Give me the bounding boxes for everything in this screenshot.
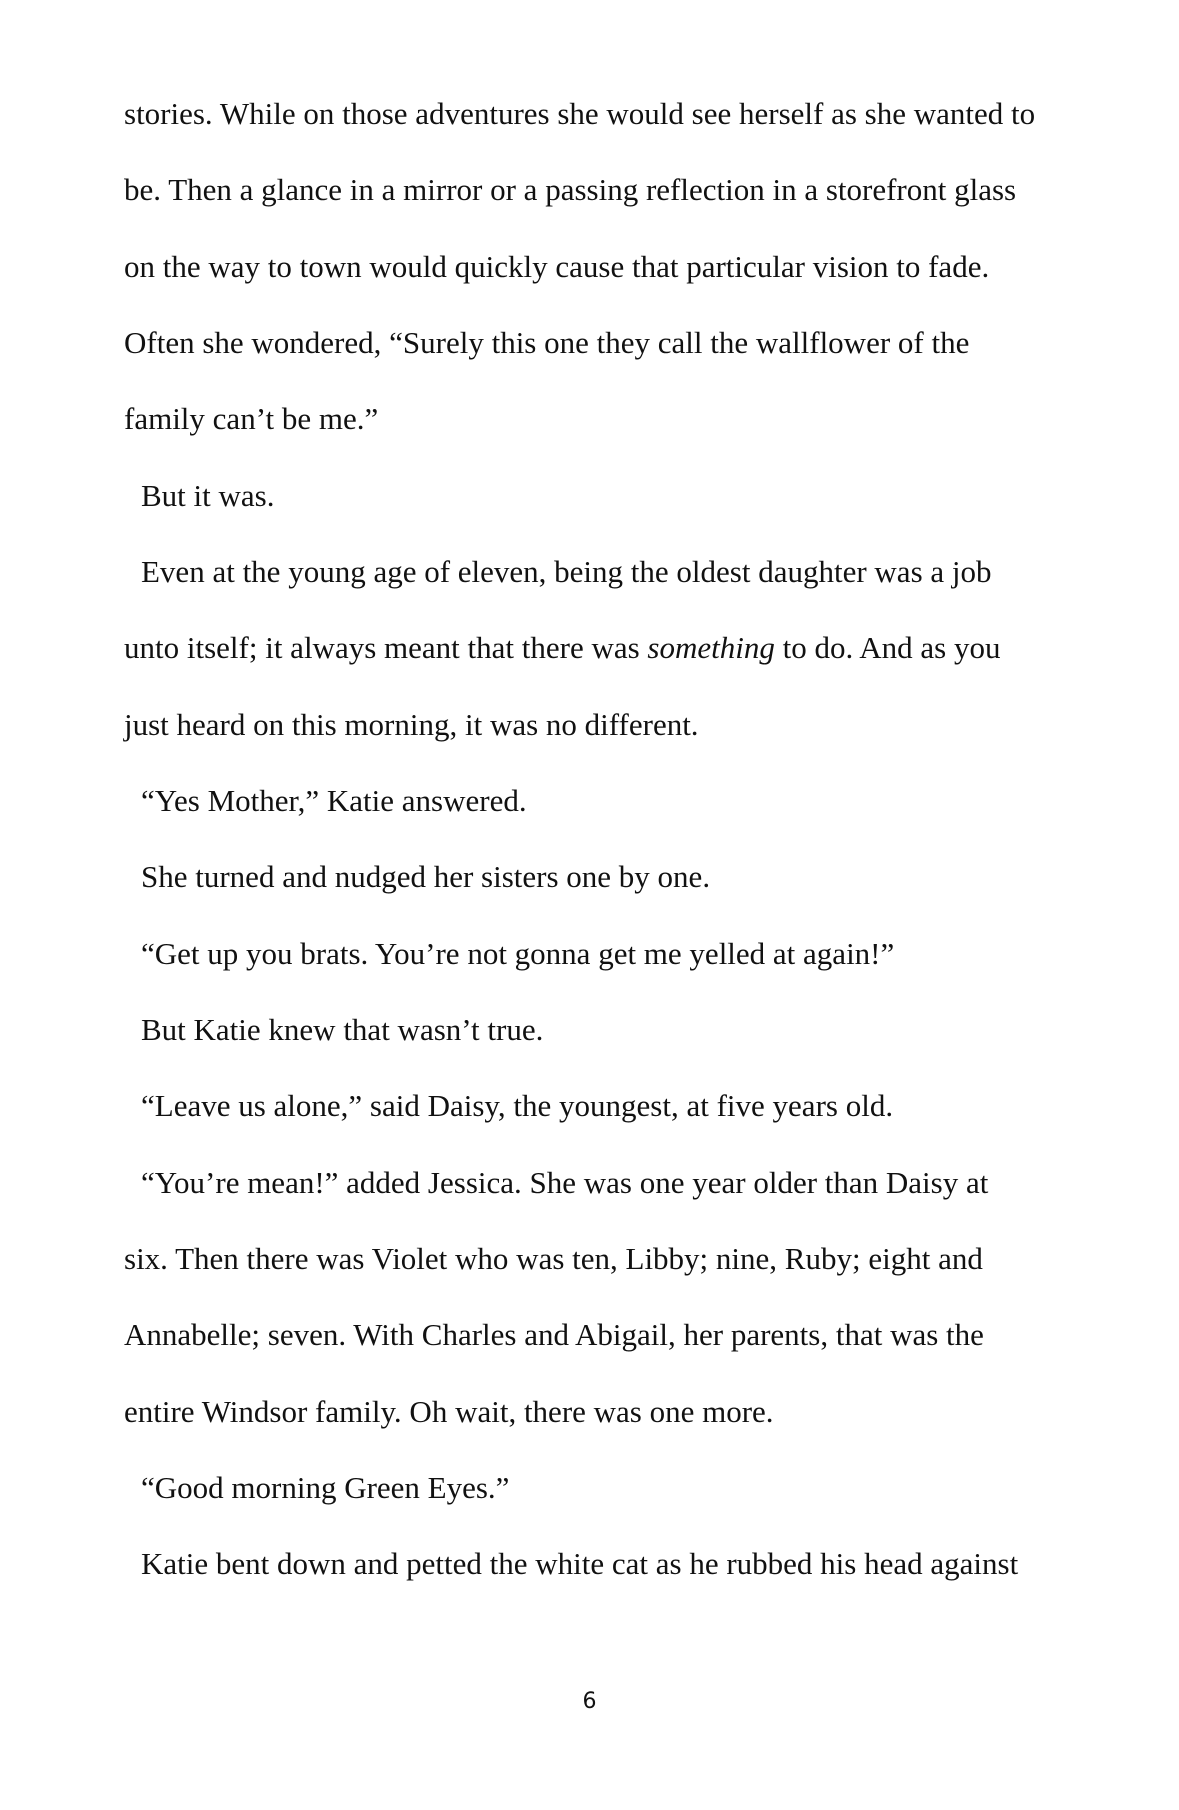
emphasized-word: something — [647, 630, 775, 665]
text-line: family can’t be me.” — [124, 401, 379, 436]
text-line: “You’re mean!” added Jessica. She was one year older than Daisy at — [141, 1165, 989, 1200]
text-segment: to do. And as you — [774, 630, 1001, 665]
text-line: She turned and nudged her sisters one by one. — [141, 859, 711, 894]
text-line: But it was. — [141, 478, 275, 513]
text-line: Annabelle; seven. With Charles and Abigail, her parents, that was the — [124, 1317, 984, 1352]
text-line: on the way to town would quickly cause that particular vision to fade. — [124, 249, 990, 284]
text-segment: unto itself; it always meant that there was — [124, 630, 648, 665]
text-line — [124, 630, 1000, 666]
text-line: stories. While on those adventures she would see herself as she wanted to — [124, 96, 1036, 131]
text-line: “Yes Mother,” Katie answered. — [141, 783, 527, 818]
page-number: 6 — [582, 1689, 597, 1714]
text-line: Katie bent down and petted the white cat as he rubbed his head against — [141, 1546, 1019, 1581]
text-line: “Get up you brats. You’re not gonna get me yelled at again!” — [141, 936, 895, 971]
text-line: But Katie knew that wasn’t true. — [141, 1012, 544, 1047]
text-line: Even at the young age of eleven, being the oldest daughter was a job — [141, 554, 992, 589]
text-line: entire Windsor family. Oh wait, there was one more. — [124, 1394, 774, 1429]
text-line: be. Then a glance in a mirror or a passing reflection in a storefront glass — [124, 172, 1017, 207]
text-line: six. Then there was Violet who was ten, Libby; nine, Ruby; eight and — [124, 1241, 983, 1276]
text-line: just heard on this morning, it was no different. — [124, 707, 699, 742]
text-line: “Good morning Green Eyes.” — [141, 1470, 510, 1505]
text-line: “Leave us alone,” said Daisy, the youngest, at five years old. — [141, 1088, 894, 1123]
text-line: Often she wondered, “Surely this one they call the wallflower of the — [124, 325, 970, 360]
